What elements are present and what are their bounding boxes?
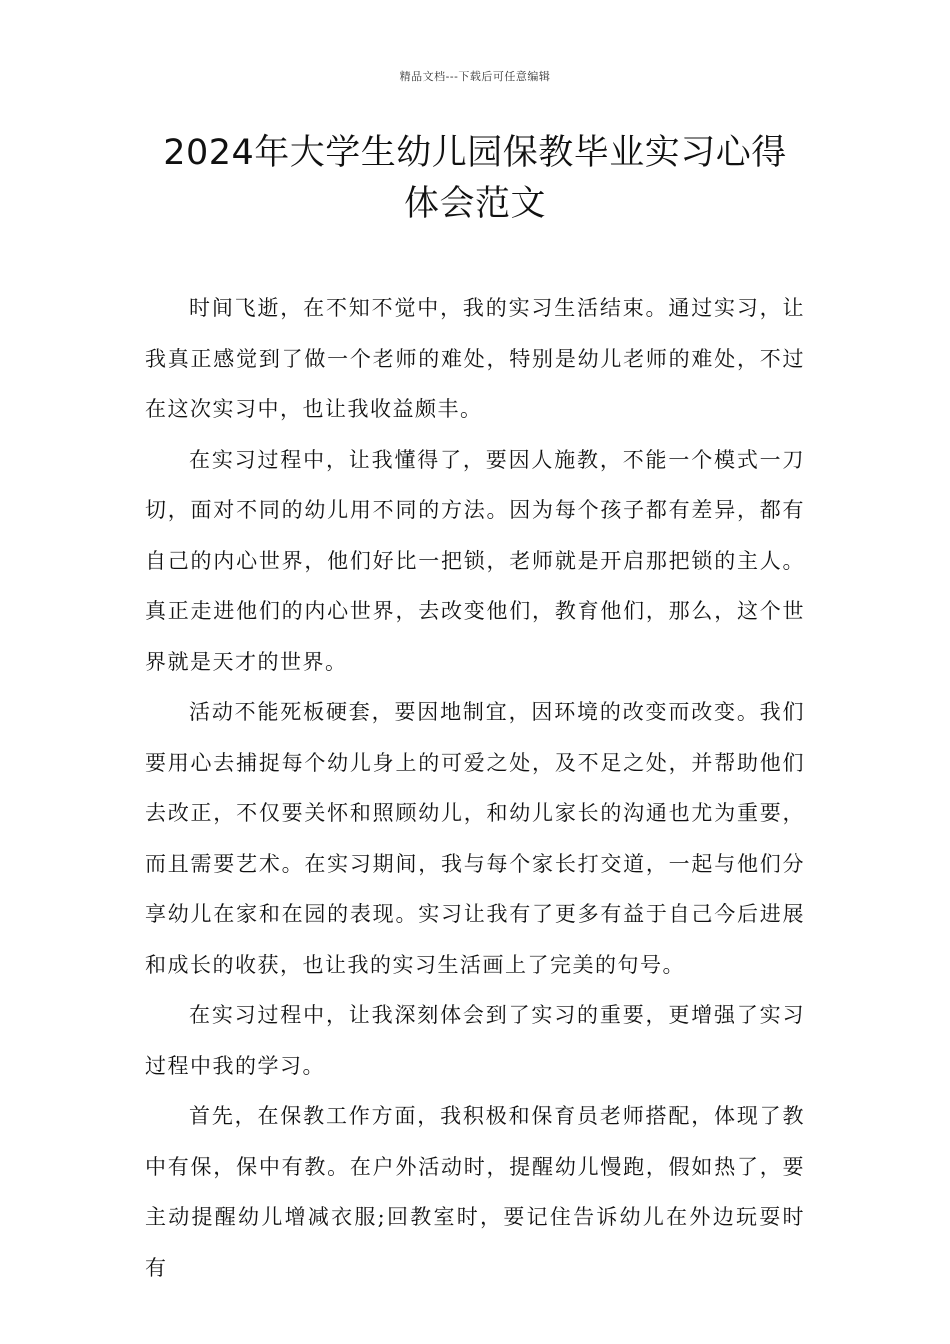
- paragraph: 首先，在保教工作方面，我积极和保育员老师搭配，体现了教中有保，保中有教。在户外活动时，提醒幼儿慢跑，假如热了，要主动提醒幼儿增减衣服;回教室时，要记住告诉幼儿在外边玩耍时有: [145, 1104, 805, 1280]
- paragraph: 时间飞逝，在不知不觉中，我的实习生活结束。通过实习，让我真正感觉到了做一个老师的难处，特别是幼儿老师的难处，不过在这次实习中，也让我收益颇丰。: [145, 296, 805, 421]
- paragraph: 在实习过程中，让我深刻体会到了实习的重要，更增强了实习过程中我的学习。: [145, 1003, 805, 1078]
- header-note: 精品文档---下载后可任意编辑: [399, 70, 551, 83]
- paragraph: 在实习过程中，让我懂得了，要因人施教，不能一个模式一刀切，面对不同的幼儿用不同的方法。因为每个孩子都有差异，都有自己的内心世界，他们好比一把锁，老师就是开启那把锁的主人。真正走进他们的内心世界，去改变他们，教育他们，那么，这个世界就是天才的世界。: [145, 447, 805, 674]
- paragraph: 活动不能死板硬套，要因地制宜，因环境的改变而改变。我们要用心去捕捉每个幼儿身上的可爱之处，及不足之处，并帮助他们去改正，不仅要关怀和照顾幼儿，和幼儿家长的沟通也尤为重要，而且需要艺术。在实习期间，我与每个家长打交道，一起与他们分享幼儿在家和在园的表现。实习让我有了更多有益于自己今后进展和成长的收获，也让我的实习生活画上了完美的句号。: [145, 700, 805, 977]
- title-line-2: 体会范文: [403, 184, 546, 224]
- document-body: [145, 283, 805, 1293]
- title-line-1: 2024年大学生幼儿园保教毕业实习心得: [163, 133, 787, 173]
- document-title: [130, 128, 820, 230]
